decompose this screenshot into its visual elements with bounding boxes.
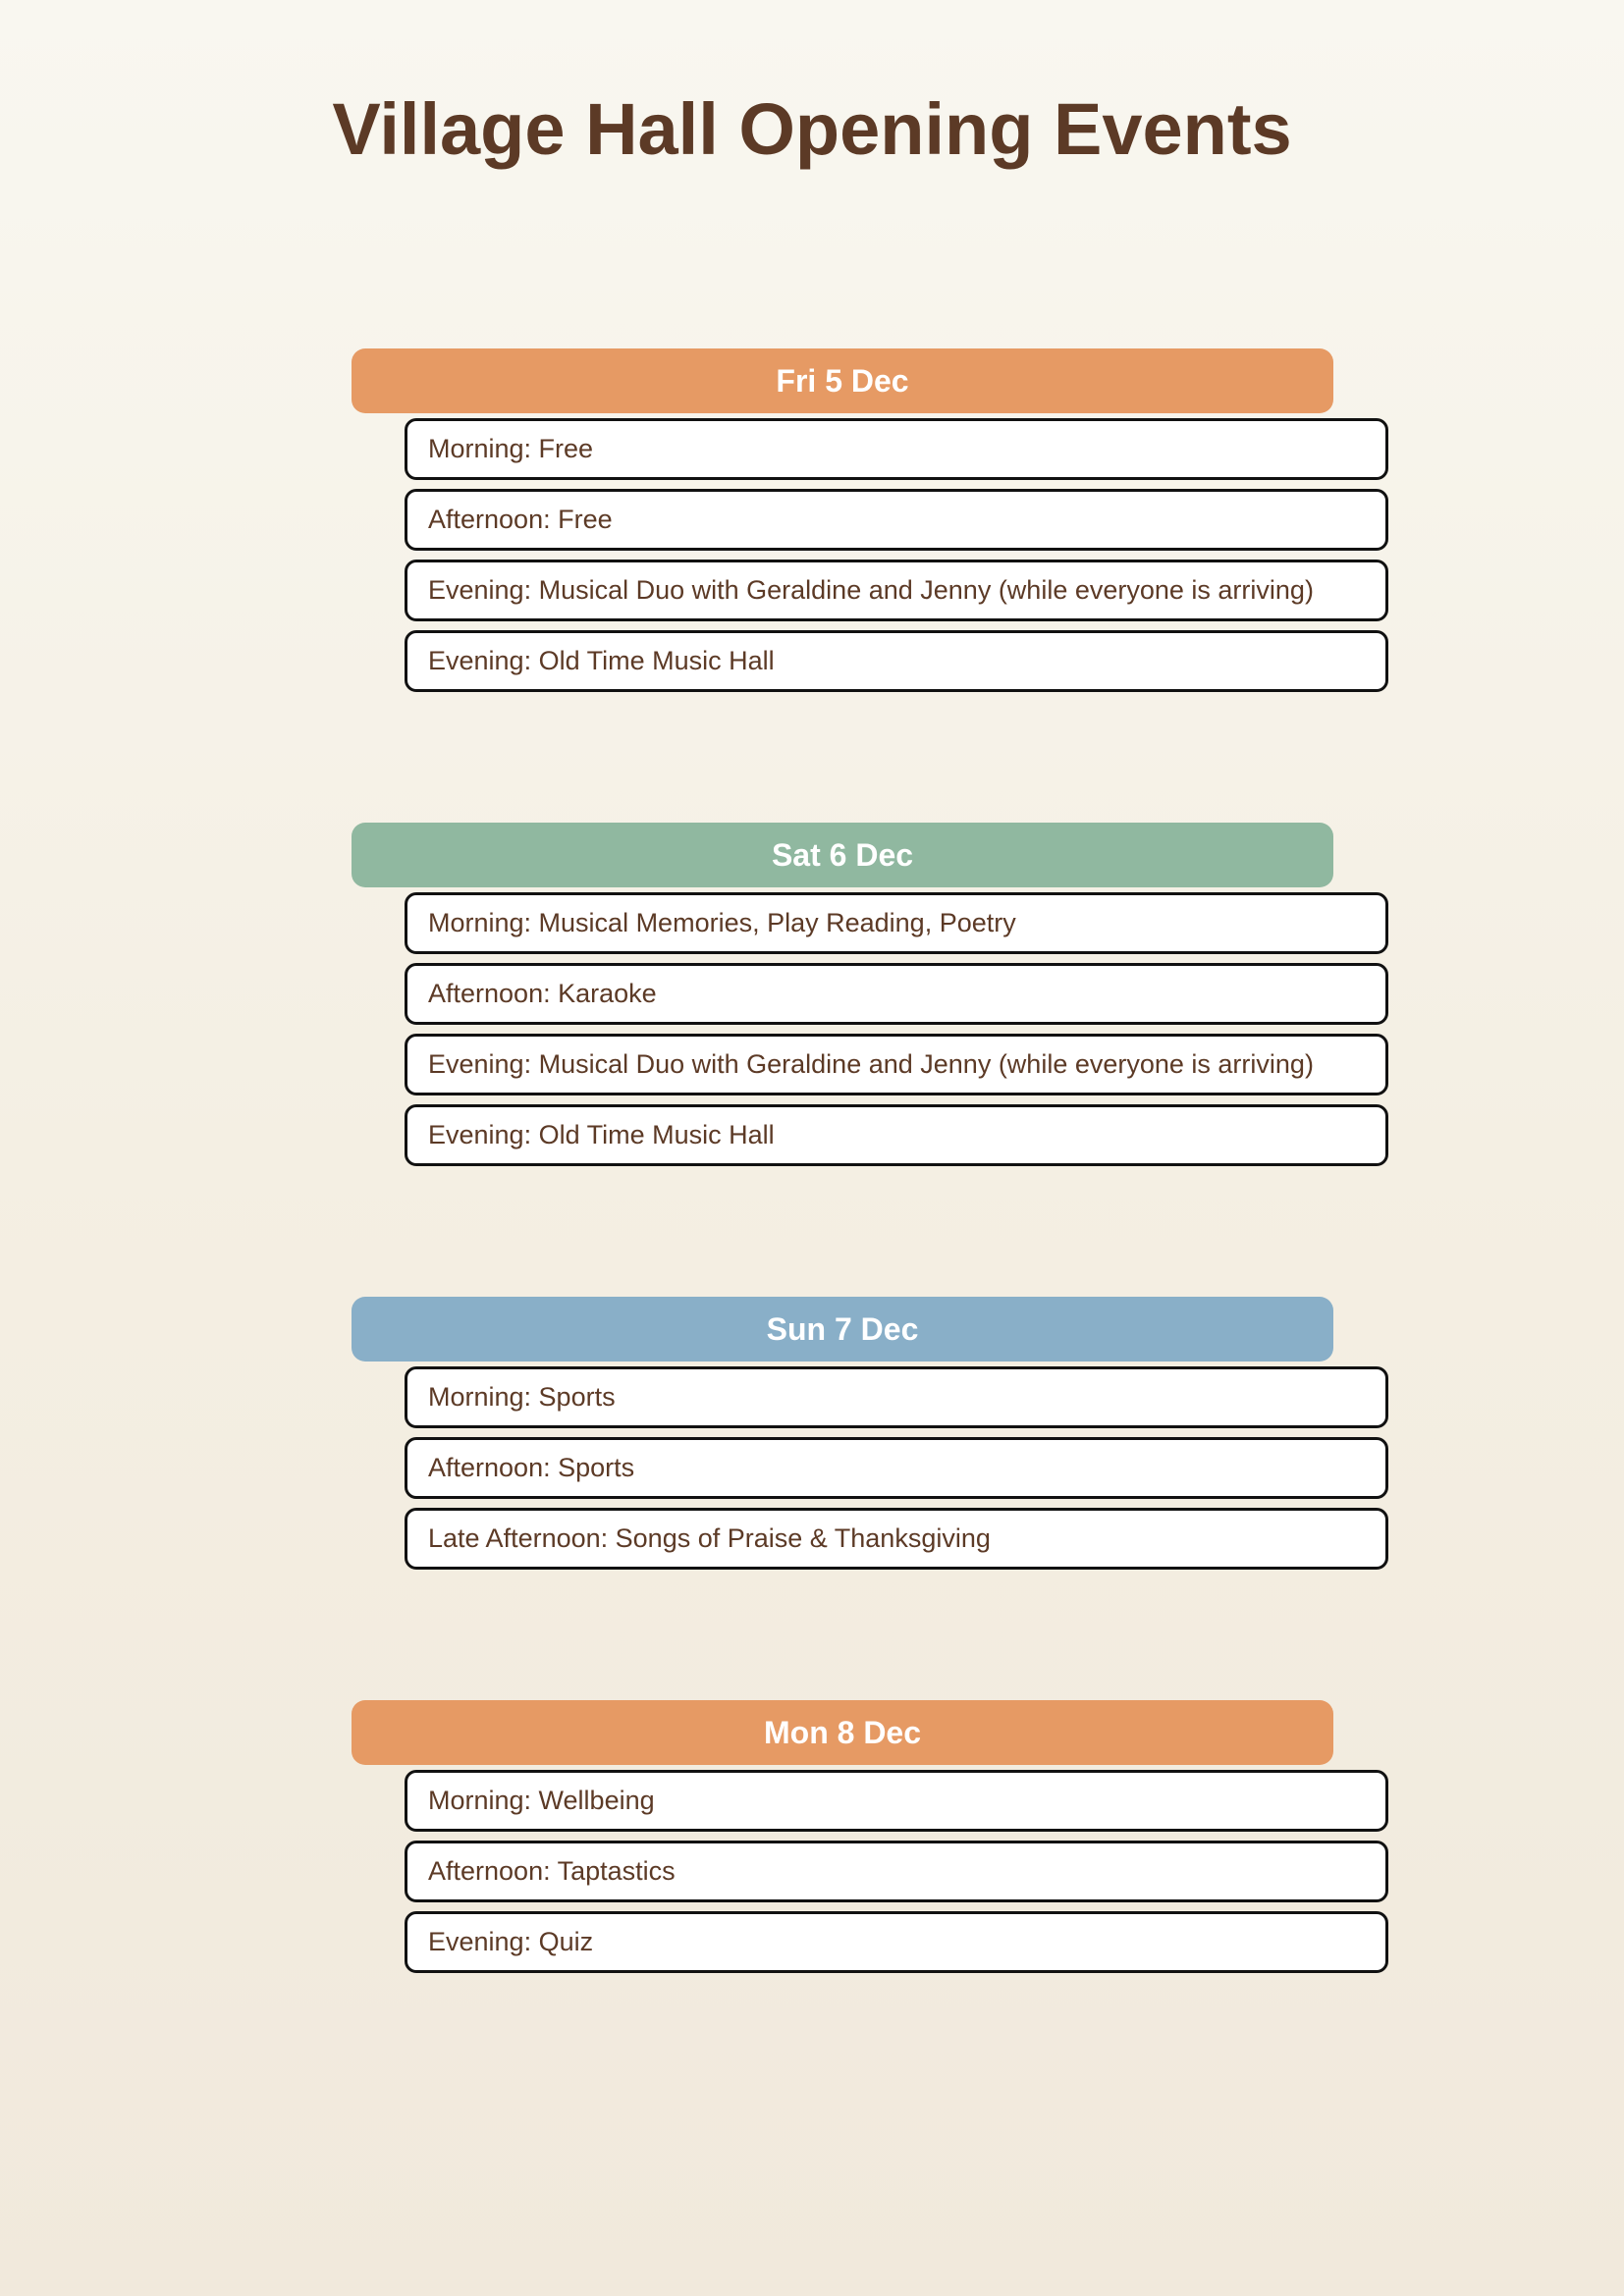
event-item: Afternoon: Karaoke — [405, 963, 1388, 1025]
event-item: Morning: Sports — [405, 1366, 1388, 1428]
event-item: Evening: Musical Duo with Geraldine and Jenny (while everyone is arriving) — [405, 560, 1388, 621]
event-item: Evening: Old Time Music Hall — [405, 630, 1388, 692]
day-header: Fri 5 Dec — [352, 348, 1333, 413]
event-item: Afternoon: Free — [405, 489, 1388, 551]
event-item: Evening: Old Time Music Hall — [405, 1104, 1388, 1166]
day-section-sat-6-dec — [352, 823, 1389, 1175]
event-item: Late Afternoon: Songs of Praise & Thanksgiving — [405, 1508, 1388, 1570]
day-section-mon-8-dec — [352, 1700, 1389, 1982]
event-item: Evening: Quiz — [405, 1911, 1388, 1973]
day-section-sun-7-dec — [352, 1297, 1389, 1578]
event-item: Morning: Musical Memories, Play Reading, Poetry — [405, 892, 1388, 954]
event-list — [405, 1770, 1389, 1973]
day-section-fri-5-dec — [352, 348, 1389, 701]
day-header: Mon 8 Dec — [352, 1700, 1333, 1765]
day-header: Sat 6 Dec — [352, 823, 1333, 887]
page-title: Village Hall Opening Events — [332, 88, 1292, 170]
event-item: Evening: Musical Duo with Geraldine and Jenny (while everyone is arriving) — [405, 1034, 1388, 1095]
event-item: Morning: Wellbeing — [405, 1770, 1388, 1832]
event-item: Morning: Free — [405, 418, 1388, 480]
event-item: Afternoon: Taptastics — [405, 1841, 1388, 1902]
event-list — [405, 418, 1389, 692]
event-list — [405, 1366, 1389, 1570]
event-item: Afternoon: Sports — [405, 1437, 1388, 1499]
day-header: Sun 7 Dec — [352, 1297, 1333, 1362]
event-list — [405, 892, 1389, 1166]
